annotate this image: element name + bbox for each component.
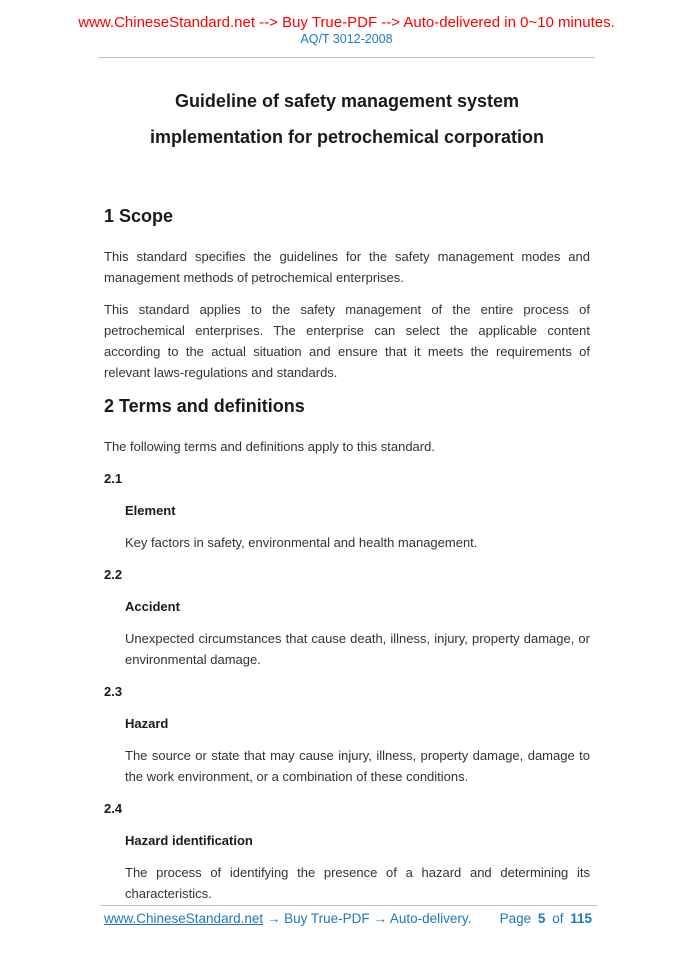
term-number: 2.3 bbox=[104, 684, 123, 699]
term-definition: Key factors in safety, environmental and health management. bbox=[125, 535, 478, 550]
term-definition: The source or state that may cause injury, illness, property damage, damage to the work environment, or a combination of these conditions. bbox=[125, 748, 590, 784]
header-divider bbox=[98, 57, 595, 58]
footer-divider bbox=[100, 905, 597, 906]
term-name: Hazard identification bbox=[125, 833, 253, 848]
term-definition: Unexpected circumstances that cause death, illness, injury, property damage, or environmental damage. bbox=[125, 631, 590, 667]
term-name: Accident bbox=[125, 599, 180, 614]
term-entry bbox=[104, 468, 590, 553]
scope-paragraph-1: This standard specifies the guidelines for the safety management modes and management methods of petrochemical enterprises. bbox=[104, 249, 590, 285]
term-number: 2.1 bbox=[104, 471, 123, 486]
standard-code: AQ/T 3012-2008 bbox=[300, 32, 393, 46]
footer-site-link[interactable]: www.ChineseStandard.net bbox=[104, 911, 264, 926]
terms-section-heading: 2 Terms and definitions bbox=[104, 396, 305, 416]
term-entry bbox=[104, 681, 590, 787]
term-number: 2.4 bbox=[104, 801, 123, 816]
title-line-1: Guideline of safety management system bbox=[174, 91, 520, 111]
document-body bbox=[104, 83, 590, 904]
term-name: Hazard bbox=[125, 716, 169, 731]
term-name: Element bbox=[125, 503, 176, 518]
document-title bbox=[104, 83, 590, 155]
scope-section-heading: 1 Scope bbox=[104, 206, 174, 226]
of-label: of bbox=[552, 911, 564, 926]
term-entry bbox=[104, 798, 590, 904]
page-label: Page bbox=[499, 911, 532, 926]
term-entry bbox=[104, 564, 590, 670]
term-number: 2.2 bbox=[104, 567, 123, 582]
title-line-2: implementation for petrochemical corporation bbox=[149, 127, 545, 147]
promo-banner: www.ChineseStandard.net --> Buy True-PDF --> Auto-delivered in 0~10 minutes. bbox=[78, 14, 615, 31]
page-header bbox=[0, 0, 693, 46]
page-footer bbox=[104, 909, 592, 929]
page-indicator bbox=[500, 909, 592, 929]
term-definition: The process of identifying the presence of a hazard and determining its characteristics. bbox=[125, 865, 590, 901]
footer-tail: → Buy True-PDF → Auto-delivery. bbox=[263, 911, 472, 926]
total-pages: 115 bbox=[570, 911, 592, 926]
footer-left bbox=[104, 909, 471, 929]
terms-intro: The following terms and definitions apply to this standard. bbox=[104, 439, 435, 454]
page-number: 5 bbox=[537, 911, 546, 926]
scope-paragraph-2: This standard applies to the safety management of the entire process of petrochemical enterprises. The enterprise can select the applicable content according to the actual situation and ensure that it meets the requirements of relevant laws-regulations and standards. bbox=[104, 302, 590, 380]
